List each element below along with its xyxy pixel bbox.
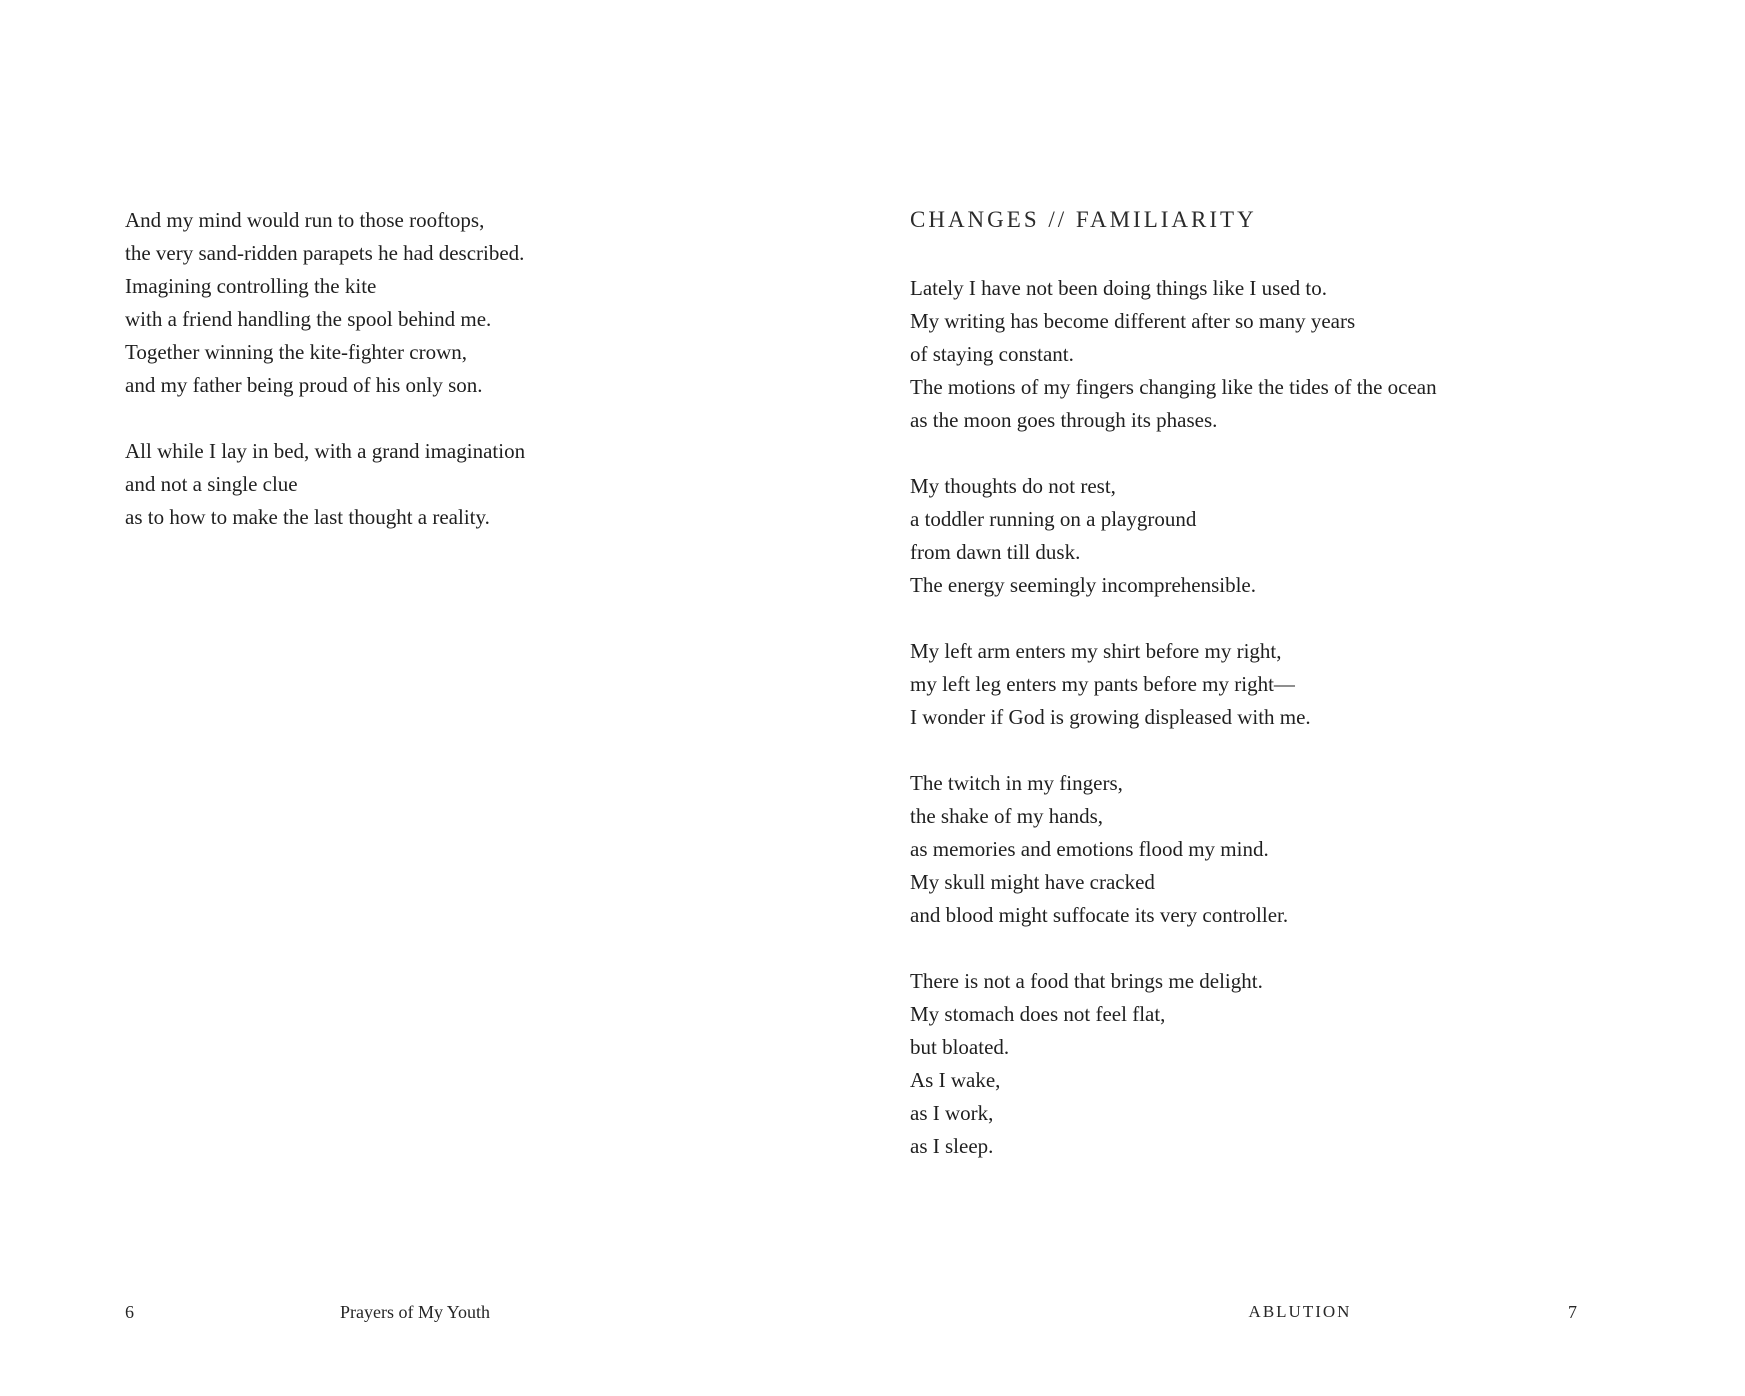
left-poem	[125, 204, 525, 534]
stanza	[910, 635, 1437, 734]
poem-line: The twitch in my fingers,	[910, 771, 1123, 795]
stanza	[910, 470, 1437, 602]
poem-line: as to how to make the last thought a reality.	[125, 505, 490, 529]
page-number-right: 7	[1568, 1302, 1577, 1322]
poem-line: The motions of my fingers changing like the tides of the ocean	[910, 375, 1437, 399]
poem-line: the very sand-ridden parapets he had described.	[125, 241, 525, 265]
page-left	[0, 0, 872, 1396]
stanza	[125, 204, 525, 402]
running-foot-left: Prayers of My Youth	[339, 1302, 491, 1322]
poem-line: my left leg enters my pants before my right—	[910, 672, 1295, 696]
poem-line: All while I lay in bed, with a grand imagination	[125, 439, 526, 463]
poem-line: as I work,	[910, 1101, 994, 1125]
poem-line: My thoughts do not rest,	[910, 474, 1116, 498]
running-foot-right: ABLUTION	[1248, 1302, 1352, 1321]
poem-line: of staying constant.	[910, 342, 1074, 366]
poem-line: And my mind would run to those rooftops,	[125, 208, 485, 232]
poem-line: and not a single clue	[125, 472, 298, 496]
poem-line: and my father being proud of his only son.	[125, 373, 483, 397]
page-right	[872, 0, 1745, 1396]
poem-line: with a friend handling the spool behind me.	[125, 307, 492, 331]
poem-line: My writing has become different after so many years	[910, 309, 1356, 333]
poem-line: the shake of my hands,	[910, 804, 1104, 828]
stanza	[910, 965, 1437, 1163]
poem-line: Together winning the kite-fighter crown,	[125, 340, 468, 364]
stanza	[910, 767, 1437, 932]
stanza	[125, 435, 525, 534]
poem-line: Imagining controlling the kite	[125, 274, 377, 298]
stanza	[910, 272, 1437, 437]
poem-line: and blood might suffocate its very controller.	[910, 903, 1289, 927]
poem-line: My left arm enters my shirt before my right,	[910, 639, 1282, 663]
poem-line: I wonder if God is growing displeased with me.	[910, 705, 1311, 729]
poem-line: as memories and emotions flood my mind.	[910, 837, 1269, 861]
poem-line: but bloated.	[910, 1035, 1010, 1059]
poem-line: as I sleep.	[910, 1134, 994, 1158]
poem-line: My stomach does not feel flat,	[910, 1002, 1166, 1026]
poem-line: from dawn till dusk.	[910, 540, 1081, 564]
poem-line: There is not a food that brings me delight.	[910, 969, 1263, 993]
poem-line: Lately I have not been doing things like I used to.	[910, 276, 1327, 300]
right-poem	[910, 272, 1437, 1163]
poem-line: As I wake,	[910, 1068, 1001, 1092]
poem-line: The energy seemingly incomprehensible.	[910, 573, 1257, 597]
poem-line: as the moon goes through its phases.	[910, 408, 1218, 432]
poem-line: My skull might have cracked	[910, 870, 1155, 894]
poem-title: CHANGES // FAMILIARITY	[910, 207, 1257, 232]
page-number-left: 6	[125, 1302, 134, 1322]
poem-line: a toddler running on a playground	[910, 507, 1197, 531]
